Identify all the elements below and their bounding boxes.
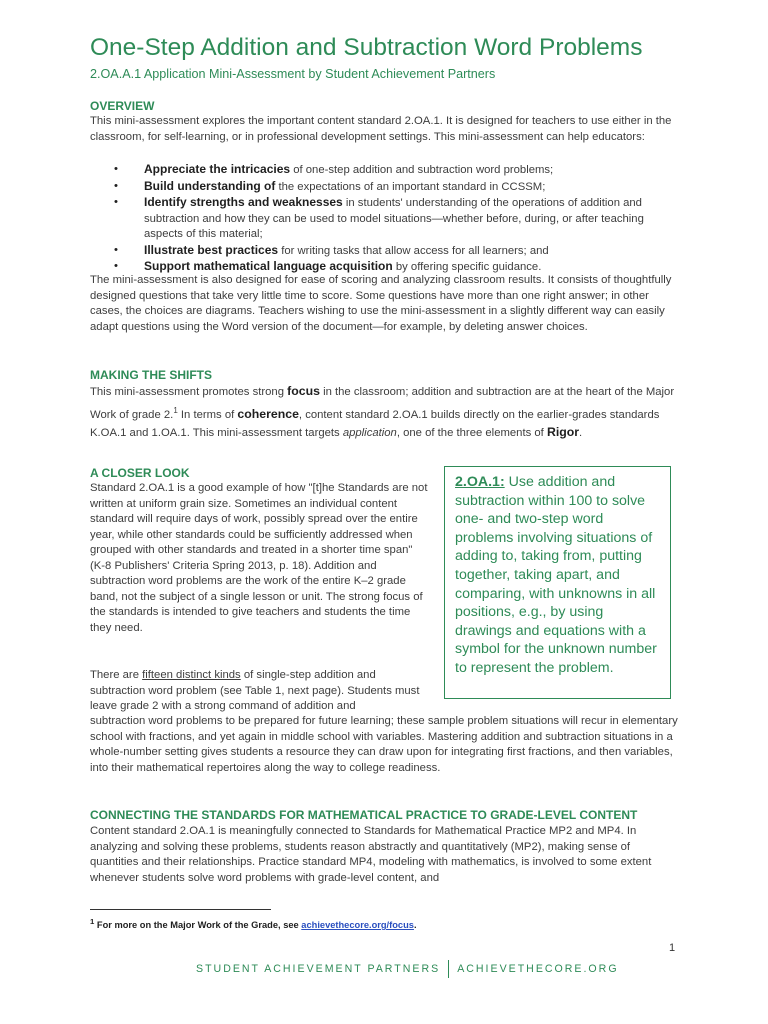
bullet-icon: •	[114, 260, 118, 272]
application-term: application	[342, 426, 397, 439]
overview-heading: OVERVIEW	[90, 99, 155, 113]
bullet-icon: •	[114, 243, 118, 256]
bullet-icon: •	[114, 196, 118, 208]
connecting-heading: CONNECTING THE STANDARDS FOR MATHEMATICAL PRACTICE TO GRADE-LEVEL CONTENT	[90, 808, 638, 822]
shifts-paragraph: This mini-assessment promotes strong focus in the classroom; addition and subtraction are at the heart of the Major Work of grade 2.$^1$ In terms of coherence, content standard 2.OA.1 builds directly on the earlier-grades standards K.OA.1 and 1.OA.1. This mini-assessment targets application, one of the three elements of Rigor.	[90, 384, 675, 439]
bullet-icon: •	[114, 163, 118, 175]
bullet-icon: •	[114, 179, 118, 192]
standard-callout-box	[444, 466, 671, 699]
list-item: • Identify strengths and weaknesses in students' understanding of the operations of addition and subtraction and how they can be used to model situations—whether before, during, or after teaching aspects of this material;	[114, 195, 644, 240]
footer	[196, 960, 619, 978]
page-subtitle: 2.OA.A.1 Application Mini-Assessment by Student Achievement Partners	[90, 67, 496, 81]
footer-organization: STUDENT ACHIEVEMENT PARTNERS	[196, 962, 441, 975]
fifteen-kinds-link[interactable]: fifteen distinct kinds	[142, 669, 241, 681]
list-item: • Appreciate the intricacies of one-step addition and subtraction word problems;	[114, 162, 554, 176]
overview-intro: This mini-assessment explores the important content standard 2.OA.1. It is designed for teachers to use either in the classroom, for self-learning, or in professional development settings. This mini-assessment can help educators:	[90, 115, 672, 143]
footnote: $^1$ For more on the Major Work of the Grade, see achievethecore.org/focus.	[90, 917, 417, 931]
footnote-ref[interactable]: 1	[173, 405, 178, 415]
list-item: • Build understanding of the expectations of an important standard in CCSSM;	[114, 178, 546, 193]
coherence-term: coherence	[237, 406, 299, 421]
list-item: • Support mathematical language acquisition by offering specific guidance.	[114, 259, 542, 273]
achievethecore-focus-link[interactable]: achievethecore.org/focus	[301, 920, 414, 931]
closer-paragraph-2a: There are fifteen distinct kinds of single-step addition and subtraction word problem (see Table 1, next page). Students must leave grade 2 with a strong command of addition and	[90, 669, 420, 712]
focus-term: focus	[287, 384, 320, 398]
list-item: • Illustrate best practices for writing tasks that allow access for all learners; and	[114, 242, 549, 257]
footnote-divider	[90, 909, 271, 910]
page-title: One-Step Addition and Subtraction Word Problems	[90, 34, 643, 61]
connecting-paragraph: Content standard 2.OA.1 is meaningfully connected to Standards for Mathematical Practice MP2 and MP4. In analyzing and solving these problems, students reason abstractly and quantitatively (MP2), making sense of quantities and their relationships. Practice standard MP4, modeling with mathematics, is involved to some extent whenever students solve word problems with grade-level content, and	[90, 825, 652, 884]
overview-bullet-list	[114, 162, 680, 276]
standard-text: Use addition and subtraction within 100 to solve one- and two-step word problems involving situations of adding to, taking from, putting together, taking apart, and comparing, with unknowns in all positions, e.g., by using drawings and equations with a symbol for the unknown number to represent the problem.	[455, 474, 657, 676]
rigor-term: Rigor	[546, 424, 580, 439]
page-number: 1	[669, 942, 676, 954]
footer-separator	[448, 960, 449, 978]
overview-closing: The mini-assessment is also designed for ease of scoring and analyzing classroom results. It consists of thoughtfully designed questions that take very little time to score. Some questions have more than one right answer; in other cases, the choices are diagrams. Teachers wishing to use the mini-assessment in a slightly different way can easily adapt questions using the Word version of the document—for example, by deleting answer choices.	[90, 274, 672, 333]
shifts-heading: MAKING THE SHIFTS	[90, 368, 212, 382]
standard-code: 2.OA.1:	[455, 474, 505, 490]
closer-heading: A CLOSER LOOK	[90, 466, 190, 480]
footer-website[interactable]: ACHIEVETHECORE.ORG	[457, 962, 619, 975]
closer-paragraph-1: Standard 2.OA.1 is a good example of how "[t]he Standards are not written at uniform grain size. Sometimes an individual content standard will require days of work, possibly spread over the entire year, while other standards could be sufficiently addressed when grouped with other standards and treated in a shorter time span" (K-8 Publishers' Criteria Spring 2013, p. 18). Addition and subtraction word problems are the work of the entire K–2 grade band, not the subject of a single lesson or unit. The strong focus of the standards is intended to give teachers and students the time they need.	[90, 482, 428, 634]
closer-paragraph-2b: subtraction word problems to be prepared for future learning; these sample problem situations will recur in elementary school with fractions, and yet again in middle school with variables. Mastering addition and subtraction situations in a whole-number setting gives students a resource they can draw upon for integrating first fractions, and then variables, into their mathematical repertoires along the way to college readiness.	[90, 715, 678, 774]
